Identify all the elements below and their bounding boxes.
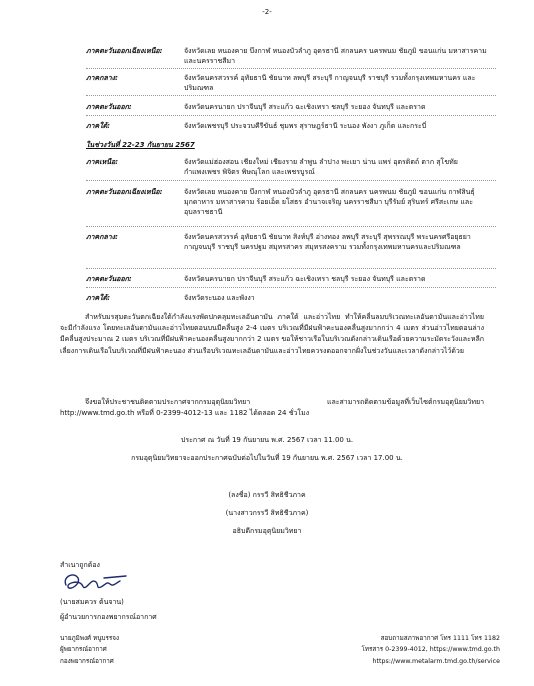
- region-label: ภาคเหนือ:: [86, 158, 119, 166]
- forecaster-division: กองพยากรณ์อากาศ: [60, 657, 114, 665]
- certified-copy-label: สำเนาถูกต้อง: [60, 561, 100, 569]
- region-label: ภาคใต้:: [86, 294, 110, 302]
- dotted-divider: [86, 226, 496, 227]
- forecaster-title: ผู้พยากรณ์อากาศ: [60, 646, 107, 654]
- region-row: [86, 46, 496, 66]
- region-row: [86, 102, 496, 112]
- copy-signer-title: ผู้อำนวยการกองพยากรณ์อากาศ: [60, 613, 157, 621]
- metalarm-link[interactable]: https://www.metalarm.tmd.go.th/service: [372, 657, 500, 665]
- region-row: [86, 232, 496, 252]
- region-row: [86, 121, 496, 131]
- dotted-divider: [86, 268, 496, 269]
- region-row: [86, 274, 496, 284]
- region-provinces: จังหวัดระนอง และพังงา: [184, 294, 255, 302]
- region-label: ภาคตะวันออก:: [86, 275, 132, 283]
- dotted-divider: [86, 180, 496, 181]
- region-row: [86, 293, 496, 303]
- dotted-divider: [86, 115, 496, 116]
- footer-right: [361, 633, 500, 667]
- page-number: -2-: [262, 8, 272, 16]
- hotline-info: สอบถามสภาพอากาศ โทร 1111 โทร 1182: [380, 635, 500, 642]
- region-label: ภาคตะวันออก:: [86, 103, 132, 111]
- region-label: ภาคกลาง:: [86, 74, 118, 82]
- region-label: ภาคตะวันออกเฉียงเหนือ:: [86, 188, 163, 196]
- region-label: ภาคใต้:: [86, 122, 110, 130]
- dotted-divider: [86, 68, 496, 69]
- fax-website: โทรสาร 0-2399-4012, https://www.tmd.go.th: [361, 646, 500, 654]
- region-label: ภาคตะวันออกเฉียงเหนือ:: [86, 47, 163, 55]
- dotted-divider: [86, 95, 496, 96]
- region-provinces: จังหวัดนครสวรรค์ อุทัยธานี ชัยนาท ลพบุรี สระบุรี กาญจนบุรี ราชบุรี รวมทั้งกรุงเทพมหานคร และปริมณฑล: [184, 74, 476, 93]
- announcement-datetime: ประกาศ ณ วันที่ 19 กันยายน พ.ศ. 2567 เวลา 11.00 น.: [180, 436, 354, 444]
- signer-position: อธิบดีกรมอุตุนิยมวิทยา: [232, 527, 302, 535]
- region-provinces: จังหวัดนครนายก ปราจีนบุรี สระแก้ว ฉะเชิงเทรา ชลบุรี ระยอง จันทบุรี และตราด: [184, 103, 426, 111]
- region-provinces: จังหวัดแม่ฮ่องสอน เชียงใหม่ เชียงราย ลำพูน ลำปาง พะเยา น่าน แพร่ อุตรดิตถ์ ตาก สุโขทัย กำแพงเพชร พิจิตร พิษณุโลก และเพชรบูรณ์: [184, 158, 458, 177]
- forecaster-name: นายภูมิพงศ์ หนูบรรจง: [60, 635, 120, 642]
- dotted-divider: [86, 287, 496, 288]
- region-provinces: จังหวัดเลย หนองคาย บึงกาฬ หนองบัวลำภู อุดรธานี สกลนคร นครพนม ชัยภูมิ ขอนแก่น กาฬสินธุ์ มุกดาหาร มหาสารคาม ร้อยเอ็ด ยโสธร อำนาจเจริญ นครราชสีมา บุรีรัมย์ สุรินทร์ ศรีสะเกษ และอุบลราชธานี: [184, 188, 475, 217]
- region-provinces: จังหวัดนครสวรรค์ อุทัยธานี ชัยนาท สิงห์บุรี อ่างทอง ลพบุรี สระบุรี สุพรรณบุรี พระนครศรีอยุธยา กาญจนบุรี ราชบุรี นครปฐม สมุทรสาคร สมุทรสงคราม รวมทั้งกรุงเทพมหานครและปริมณฑล: [184, 233, 471, 252]
- signer-name: (นางสาวกรรวี สิทธิชีวภาค): [225, 509, 309, 517]
- region-row: [86, 73, 496, 93]
- sea-warning-paragraph: สำหรับมรสุมตะวันตกเฉียงใต้กำลังแรงพัดปกคลุมทะเลอันดามัน ภาคใต้ และอ่าวไทย ทำให้คลื่นลมบริเวณทะเลอันดามันและอ่าวไทยจะมีกำลังแรง โดยทะเลอันดามันและอ่าวไทยตอนบนมีคลื่นสูง 2-4 เมตร บริเวณที่มีฝนฟ้าคะนองคลื่นสูงมากกว่า 4 เมตร ส่วนอ่าวไทยตอนล่างมีคลื่นสูงประมาณ 2 เมตร บริเวณที่มีฝนฟ้าคะนองคลื่นสูงมากกว่า 2 เมตร ขอให้ชาวเรือในบริเวณดังกล่าวเดินเรือด้วยความระมัดระวังและหลีกเลี่ยงการเดินเรือในบริเวณที่มีฝนฟ้าคะนอง ส่วนเรือบริเวณทะเลอันดามันและอ่าวไทยควรงดออกจากฝั่งในช่วงวันและเวลาดังกล่าวไว้ด้วย: [60, 313, 484, 355]
- handwritten-signature: [60, 569, 130, 598]
- footer-left: [60, 633, 119, 667]
- region-row: [86, 157, 496, 177]
- region-row: [86, 187, 496, 217]
- copy-signer-name: (นายสมควร ต้นจาน): [60, 598, 124, 606]
- next-announcement: กรมอุตุนิยมวิทยาจะออกประกาศฉบับต่อไปในวันที่ 19 กันยายน พ.ศ. 2567 เวลา 17.00 น.: [131, 454, 403, 462]
- period-heading: ในช่วงวันที่ 22-23 กันยายน 2567: [86, 141, 195, 149]
- region-provinces: จังหวัดเพชรบุรี ประจวบคีรีขันธ์ ชุมพร สุราษฎร์ธานี ระนอง พังงา ภูเก็ต และกระบี่: [184, 122, 427, 130]
- region-provinces: จังหวัดนครนายก ปราจีนบุรี สระแก้ว ฉะเชิงเทรา ชลบุรี ระยอง จันทบุรี และตราด: [184, 275, 426, 283]
- contact-paragraph: จึงขอให้ประชาชนติดตามประกาศจากกรมอุตุนิยมวิทยา และสามารถติดตามข้อมูลที่เว็บไซต์กรมอุตุนิยมวิทยา http://www.tmd.go.th หรือที่ 0-2399-4012-13 และ 1182 ได้ตลอด 24 ชั่วโมง: [60, 398, 484, 418]
- region-provinces: จังหวัดเลย หนองคาย บึงกาฬ หนองบัวลำภู อุดรธานี สกลนคร นครพนม ชัยภูมิ ขอนแก่น มหาสารคาม และนครราชสีมา: [184, 47, 487, 66]
- region-label: ภาคกลาง:: [86, 233, 118, 241]
- signed-line: (ลงชื่อ) กรรวี สิทธิชีวภาค: [228, 491, 306, 499]
